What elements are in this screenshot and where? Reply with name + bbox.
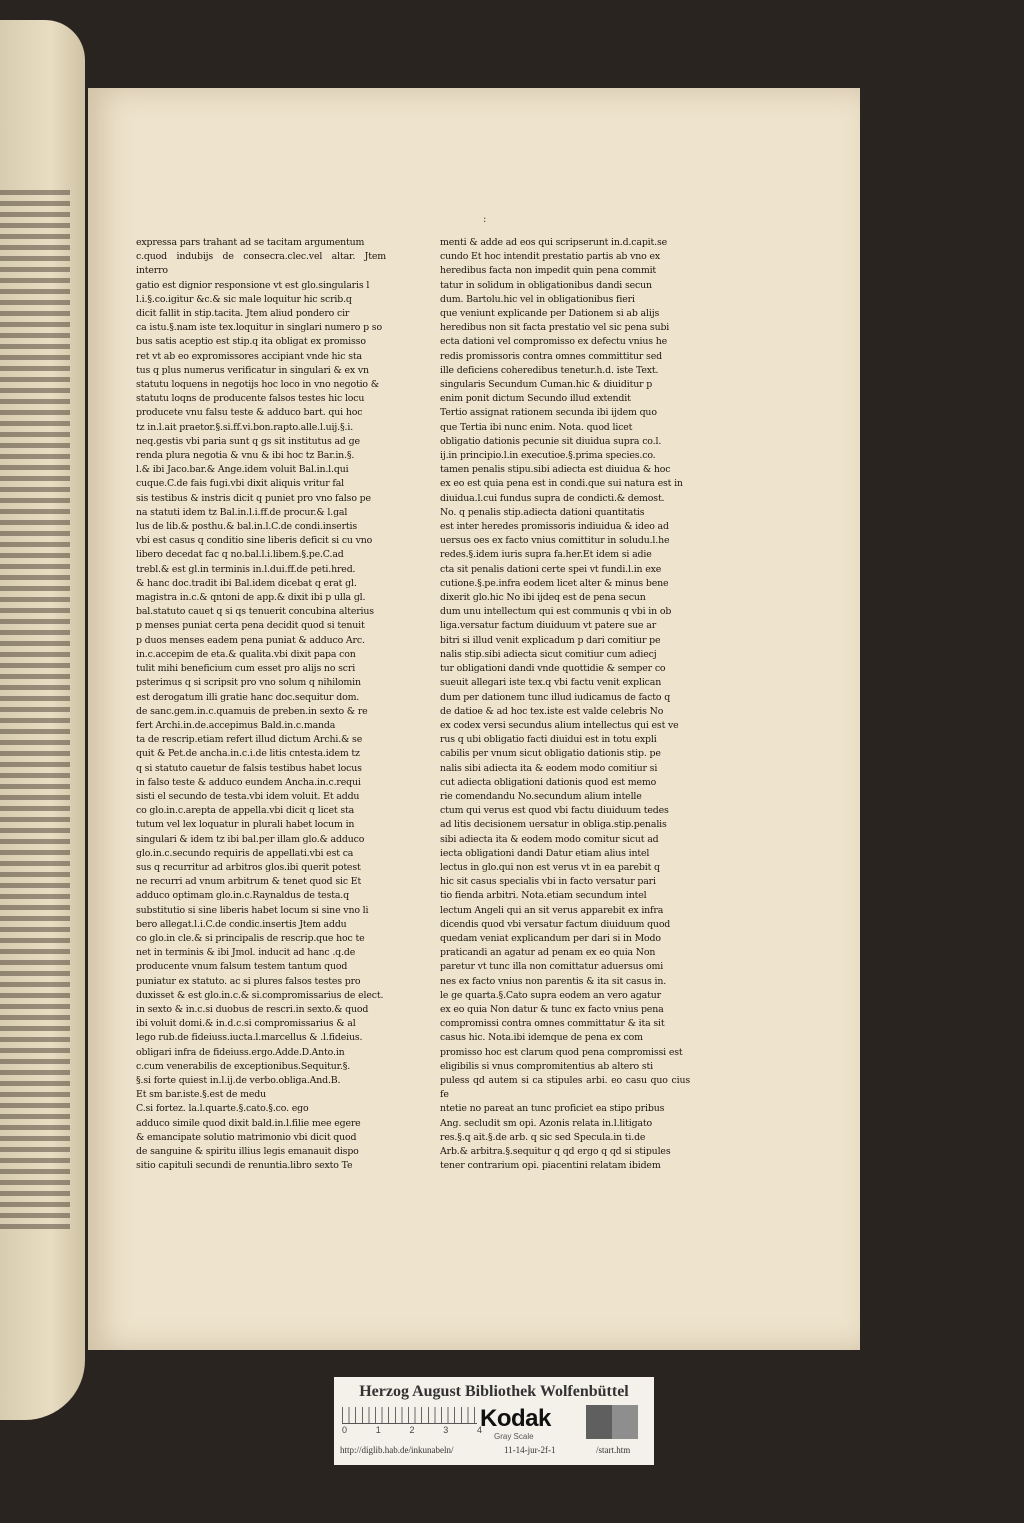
left-text-column [136, 236, 386, 1173]
text-line: liga.versatur factum diuiduum vt patere sue ar [440, 620, 657, 632]
text-line: cut adiecta obligationi dationis quod est memo [440, 776, 657, 788]
shelf-signature: 11-14-jur-2f-1 [504, 1445, 556, 1455]
text-line: c.cum venerabilis de exceptionibus.Sequitur.§. [136, 1060, 351, 1072]
text-line: nalis sibi adiecta ita & eodem modo comitiur si [440, 762, 658, 774]
text-line: statutu loqns de producente falsos testes hic locu [136, 393, 365, 405]
kodak-logo: Kodak [480, 1405, 551, 1432]
text-line: tener contrarium opi. piacentini relatam ibidem [440, 1160, 661, 1172]
text-line: net in terminis & ibi Jmol. inducit ad hanc .q.de [136, 947, 356, 959]
catalog-url[interactable]: http://diglib.hab.de/inkunabeln/ [340, 1445, 454, 1455]
text-line: ij.in principio.l.in executioe.§.prima species.co. [440, 450, 656, 462]
text-line: obligari infra de fideiuss.ergo.Adde.D.Anto.in [136, 1046, 345, 1058]
text-line: tatur in solidum in obligationibus dandi secun [440, 279, 652, 291]
text-line: heredibus facta non impedit quin pena commit [440, 265, 657, 277]
text-line: cutione.§.pe.infra eodem licet alter & minus bene [440, 577, 669, 589]
text-line: enim ponit dictum Secundo illud extendit [440, 393, 631, 405]
text-line: lus de lib.& posthu.& bal.in.l.C.de condi.insertis [136, 521, 358, 533]
text-line: substitutio si sine liberis habet locum si sine vno li [136, 904, 369, 916]
text-line: sueuit allegari iste tex.q vbi factu venit explican [440, 677, 662, 689]
text-line: promisso hoc est clarum quod pena compromissi est [440, 1046, 683, 1058]
text-line: ex eo quia Non datur & tunc ex facto vnius pena [440, 1003, 664, 1015]
ruler-number: 4 [476, 1425, 482, 1435]
text-line: glo.in.c.secundo requiris de appellati.vbi est ca [136, 847, 354, 859]
text-line: diuidua.l.cui fundus supra de condicti.& demost. [440, 492, 665, 504]
text-line: duxisset & est glo.in.c.& si.compromissarius de elect. [136, 989, 384, 1001]
text-line: & hanc doc.tradit ibi Bal.idem dicebat q erat gl. [136, 577, 357, 589]
text-line: magistra in.c.& qntoni de app.& dixit ibi p ulla gl. [136, 592, 366, 604]
ruler-numbers [342, 1425, 482, 1435]
text-line: psterimus q si scripsit pro vno solum q nihilomin [136, 677, 361, 689]
text-line: tus q plus numerus verificatur in singulari & ex vn [136, 364, 369, 376]
text-line: que Tertia ibi nunc enim. Nota. quod licet [440, 421, 633, 433]
library-label-card [334, 1377, 654, 1465]
text-line: bero allegat.l.i.C.de condic.insertis Jtem addu [136, 918, 347, 930]
facing-page-text-bleed [0, 190, 70, 1230]
facing-page [0, 20, 85, 1420]
ruler-number: 1 [375, 1425, 381, 1435]
text-line: in falso teste & adduco eundem Ancha.in.c.requi [136, 776, 361, 788]
text-line: dicendis quod vbi versatur factum diuiduum quod [440, 918, 671, 930]
text-line: cundo Et hoc intendit prestatio partis ab vno ex [440, 251, 660, 263]
text-line: p duos menses eadem pena puniat & adduco Arc. [136, 634, 365, 646]
text-line: praticandi an agatur ad penam ex eo quia Non [440, 947, 656, 959]
text-line: ntetie no pareat an tunc proficiet ea stipo pribus [440, 1103, 665, 1115]
text-line: ne recurri ad vnum arbitrum & tenet quod sic Et [136, 876, 362, 888]
text-line: ad litis decisionem uersatur in obliga.stip.penalis [440, 819, 667, 831]
text-line: hic sit casus specialis vbi in facto versatur pari [440, 876, 656, 888]
text-line: & emancipate solutio matrimonio vbi dicit quod [136, 1131, 357, 1143]
text-line: bitri si illud venit explicadum p dari comitiur pe [440, 634, 661, 646]
text-line: ibi voluit domi.& in.d.c.si compromissarius & al [136, 1018, 356, 1030]
text-line: dum. Bartolu.hic vel in obligationibus fieri [440, 293, 635, 305]
text-line: de datioe & ad hoc tex.iste est valde celebris No [440, 705, 664, 717]
text-line: Arb.& arbitra.§.sequitur q qd ergo q qd si stipules [440, 1146, 671, 1157]
text-line: compromissi contra omnes committatur & ita sit [440, 1018, 665, 1030]
text-line: cabilis per vnum sicut obligatio dationis stip. pe [440, 748, 661, 760]
text-line: ex codex versi secundus alium intellectus qui est ve [440, 719, 679, 731]
text-line: est derogatum illi gratie hanc doc.sequitur dom. [136, 691, 360, 703]
text-line: rie comendandu No.secundum alium intelle [440, 790, 642, 802]
text-line: sisti el secundo de testa.vbi idem voluit. Et addu [136, 790, 360, 802]
library-title: Herzog August Bibliothek Wolfenbüttel [359, 1383, 629, 1400]
text-line: menti & adde ad eos qui scripserunt in.d.capit.se [440, 237, 668, 248]
text-line: ctum qui verus est quod vbi factu diuiduum tedes [440, 805, 669, 817]
text-line: renda plura negotia & vnu & ibi hoc tz Bar.in.§. [136, 450, 355, 462]
ruler-number: 0 [342, 1425, 348, 1435]
text-line: redis promissoris contra omnes committitur sed [440, 350, 662, 362]
start-link[interactable]: /start.htm [596, 1445, 631, 1455]
text-line: singularis Secundum Cuman.hic & diuiditur p [440, 379, 653, 391]
text-line: eligibilis si vnus compromitentius ab altero sti [440, 1060, 653, 1072]
text-line: tamen penalis stipu.sibi adiecta est diuidua & hoc [440, 464, 671, 476]
text-line: dum unu intellectum qui est communis q vbi in ob [440, 606, 672, 618]
text-line: casus hic. Nota.ibi idemque de pena ex com [440, 1032, 643, 1044]
text-line: statutu loquens in negotijs hoc loco in vno negotio & [136, 379, 379, 391]
right-text-column [440, 236, 690, 1173]
text-line: ret vt ab eo expromissores accipiant vnde hic sta [136, 350, 362, 362]
text-line: cta sit penalis dationi certe spei vt fundi.l.in exe [440, 563, 662, 575]
text-line: C.si fortez. la.l.quarte.§.cato.§.co. ego [136, 1103, 309, 1115]
text-line: iecta obligationi dandi Datur etiam alius intel [440, 847, 650, 859]
text-line: sibi adiecta ita & eodem modo comitur sicut ad [440, 833, 659, 845]
text-line: producete vnu falsu teste & adduco bart. qui hoc [136, 407, 363, 419]
text-line: adduco simile quod dixit bald.in.l.filie mee egere [136, 1117, 361, 1129]
text-line: fert Archi.in.de.accepimus Bald.in.c.manda [136, 719, 336, 731]
text-line: quit & Pet.de ancha.in.c.i.de litis cntesta.idem tz [136, 748, 360, 760]
text-line: tulit mihi beneficium cum esset pro alijs no scri [136, 663, 356, 675]
text-line: gatio est dignior responsione vt est glo.singularis l [136, 279, 370, 291]
text-line: sitio capituli secundi de renuntia.libro sexto Te [136, 1160, 353, 1172]
scale-ruler [342, 1407, 477, 1424]
text-line: sus q recurritur ad arbitros glos.ibi querit potest [136, 861, 361, 873]
text-line: trebl.& est gl.in terminis in.l.dui.ff.de peti.hred. [136, 563, 356, 575]
text-line: ca istu.§.nam iste tex.loquitur in singlari numero p so [136, 322, 382, 334]
text-line: de sanc.gem.in.c.quamuis de preben.in sexto & re [136, 705, 368, 717]
text-line: puless qd autem si ca stipules arbi. eo casu quo cius fe [440, 1074, 690, 1101]
text-line: bus satis aceptio est stip.q ita obligat ex promisso [136, 336, 366, 348]
gray-swatch-dark [586, 1405, 612, 1439]
text-line: redes.§.idem iuris supra fa.her.Et idem si adie [440, 549, 652, 561]
ruler-number: 3 [443, 1425, 449, 1435]
label-footer [334, 1445, 654, 1463]
text-line: in.c.accepim de eta.& qualita.vbi dixit papa con [136, 648, 356, 660]
text-line: sis testibus & instris dicit q puniet pro vno falso pe [136, 492, 371, 504]
text-line: expressa pars trahant ad se tacitam argumentum [136, 237, 365, 248]
text-line: ille deficiens coheredibus tenetur.h.d. iste Text. [440, 364, 659, 376]
ruler-number: 2 [409, 1425, 415, 1435]
text-line: tio fienda arbitri. Nota.etiam secundum intel [440, 890, 647, 902]
text-line: quedam veniat explicandum per dari si in Modo [440, 932, 661, 944]
text-line: Tertio assignat rationem secunda ibi ijdem quo [440, 407, 657, 419]
text-line: producente vnum falsum testem tantum quod [136, 961, 348, 973]
text-line: in sexto & in.c.si duobus de rescri.in sexto.& quod [136, 1003, 369, 1015]
text-line: est inter heredes promissoris indiuidua & ideo ad [440, 521, 669, 533]
folio-mark: : [483, 214, 487, 225]
text-line: cuque.C.de fais fugi.vbi dixit aliquis vritur fal [136, 478, 345, 490]
text-line: tur obligationi dandi vnde quottidie & semper co [440, 663, 666, 675]
text-line: co glo.in cle.& si principalis de rescrip.que hoc te [136, 932, 365, 944]
text-line: libero decedat fac q no.bal.l.i.libem.§.pe.C.ad [136, 549, 344, 561]
text-line: le ge quarta.§.Cato supra eodem an vero agatur [440, 989, 661, 1001]
text-line: de sanguine & spiritu illius legis emanauit dispo [136, 1146, 359, 1157]
text-line: dixerit glo.hic No ibi ijdeq est de pena secun [440, 592, 646, 604]
text-line: l.& ibi Jaco.bar.& Ange.idem voluit Bal.in.l.qui [136, 464, 349, 476]
text-line: paretur vt tunc illa non comittatur aduersus omi [440, 961, 664, 973]
text-line: adduco optimam glo.in.c.Raynaldus de testa.q [136, 890, 349, 902]
text-line: Ang. secludit sm opi. Azonis relata in.l.litigato [440, 1117, 652, 1129]
text-line: vbi est casus q conditio sine liberis deficit si cu vno [136, 535, 373, 547]
text-line: lego rub.de fideiuss.iucta.l.marcellus & .l.fideius. [136, 1032, 363, 1044]
text-line: No. q penalis stip.adiecta dationi quantitatis [440, 506, 645, 518]
gray-swatch-mid [612, 1405, 638, 1439]
text-line: lectus in glo.qui non est verus vt in ea parebit q [440, 861, 660, 873]
text-line: heredibus non sit facta prestatio vel sic pena subi [440, 322, 670, 334]
text-line: bal.statuto cauet q si qs tenuerit concubina alterius [136, 606, 374, 618]
text-line: dicit fallit in stip.tacita. Jtem aliud pondero cir [136, 308, 350, 320]
text-line: nalis stip.sibi adiecta sicut comitiur cum adiecj [440, 648, 657, 660]
text-line: tz in.l.ait praetor.§.si.ff.vi.bon.rapto.alle.l.uij.§.i. [136, 421, 354, 433]
text-line: que veniunt explicande per Dationem si ab alijs [440, 308, 660, 320]
text-line: q si statuto cauetur de falsis testibus habet locus [136, 762, 362, 774]
text-line: ecta dationi vel compromisso ex defectu vnius he [440, 336, 667, 348]
text-line: §.si forte quiest in.l.ij.de verbo.obliga.And.B. [136, 1074, 341, 1086]
text-line: na statuti idem tz Bal.in.l.i.ff.de procur.& l.gal [136, 506, 348, 518]
text-line: neq.gestis vbi paria sunt q gs sit institutus ad ge [136, 435, 360, 447]
text-line: lectum Angeli qui an sit verus apparebit ex infra [440, 904, 664, 916]
text-line: tutum vel lex loquatur in plurali habet locum in [136, 819, 355, 831]
text-line: rus q ubi obligatio facti diuidui est in totu expli [440, 734, 657, 746]
text-line: l.i.§.co.igitur &c.& sic male loquitur hic scrib.q [136, 293, 352, 305]
text-line: p menses puniat certa pena decidit quod si tenuit [136, 620, 365, 632]
text-line: obligatio dationis pecunie sit diuidua supra co.l. [440, 435, 662, 447]
text-line: uersus oes ex facto vnius comittitur in soludu.l.he [440, 535, 670, 547]
text-line: c.quod indubijs de consecra.clec.vel altar. Jtem interro [136, 251, 386, 277]
text-line: ex eo est quia pena est in condi.que sui natura est in [440, 478, 683, 490]
text-line: dum per dationem tunc illud iudicamus de facto q [440, 691, 671, 703]
text-line: res.§.q ait.§.de arb. q sic sed Specula.in ti.de [440, 1131, 646, 1143]
text-line: Et sm bar.iste.§.est de medu [136, 1089, 266, 1101]
text-line: ta de rescrip.etiam refert illud dictum Archi.& se [136, 734, 363, 746]
text-line: nes ex facto vnius non parentis & ita sit casus in. [440, 975, 667, 987]
gray-scale-label: Gray Scale [494, 1432, 534, 1441]
text-line: singulari & idem tz ibi bal.per illam glo.& adduco [136, 833, 365, 845]
text-line: co glo.in.c.arepta de appella.vbi dicit q licet sta [136, 805, 355, 817]
text-line: puniatur ex statuto. ac si plures falsos testes pro [136, 975, 361, 987]
